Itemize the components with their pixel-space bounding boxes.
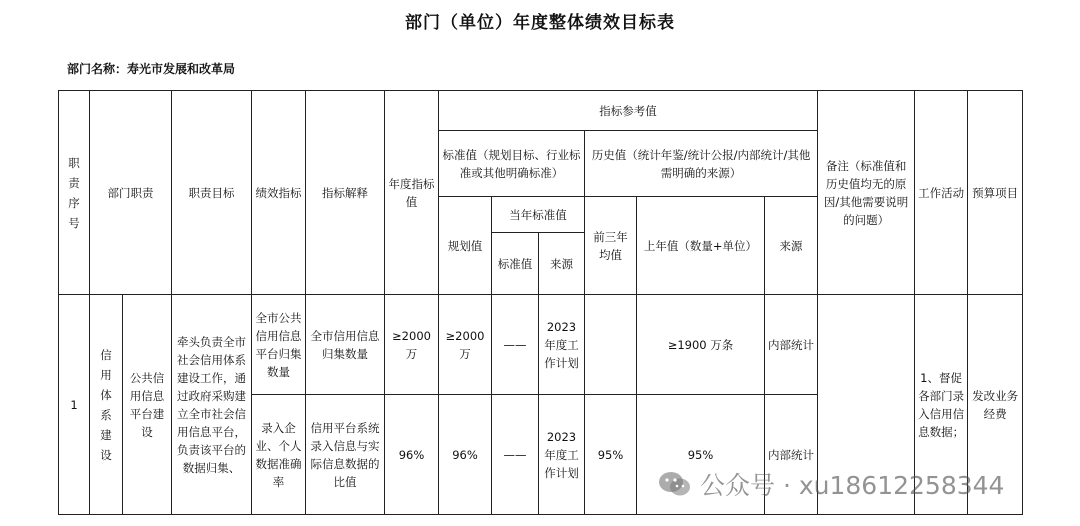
header-goal: 职责目标 bbox=[172, 91, 252, 295]
indicator-name: 全市公共信用信息平台归集数量 bbox=[252, 295, 306, 395]
row-goal: 牵头负责全市社会信用体系建设工作，通过政府采购建立全市社会信用信息平台，负责该平台的数据归集、 bbox=[172, 295, 252, 515]
indicator-annual: ≥2000万 bbox=[385, 295, 439, 395]
indicator-annual: 96% bbox=[385, 395, 439, 515]
indicator-source: 2023年度工作计划 bbox=[539, 395, 585, 515]
watermark-text: 公众号 · xu18612258344 bbox=[700, 471, 1005, 500]
indicator-three-year: 95% bbox=[585, 395, 637, 515]
indicator-source: 2023年度工作计划 bbox=[539, 295, 585, 395]
performance-table bbox=[58, 90, 1023, 515]
header-remark: 备注（标准值和历史值均无的原因/其他需要说明的问题） bbox=[818, 91, 915, 295]
indicator-plan: 96% bbox=[439, 395, 492, 515]
indicator-explain: 全市信用信息归集数量 bbox=[306, 295, 385, 395]
row-budget: 发改业务经费 bbox=[968, 295, 1023, 515]
header-std-group: 标准值（规划目标、行业标准或其他明确标准） bbox=[439, 131, 585, 197]
header-ref: 指标参考值 bbox=[439, 91, 818, 131]
row-duty-main: 信用体系建设 bbox=[90, 295, 123, 515]
header-explain: 指标解释 bbox=[306, 91, 385, 295]
indicator-last-year: ≥1900 万条 bbox=[637, 295, 765, 395]
header-activity: 工作活动 bbox=[915, 91, 968, 295]
row-seq: 1 bbox=[59, 295, 90, 515]
indicator-source2: 内部统计 bbox=[765, 395, 818, 515]
indicator-three-year bbox=[585, 295, 637, 395]
header-source2: 来源 bbox=[765, 197, 818, 295]
header-budget: 预算项目 bbox=[968, 91, 1023, 295]
header-cur-std: 当年标准值 bbox=[492, 197, 585, 233]
header-source: 来源 bbox=[539, 233, 585, 295]
indicator-std: —— bbox=[492, 395, 539, 515]
indicator-source2: 内部统计 bbox=[765, 295, 818, 395]
row-activity: 1、督促各部门录入信用信息数据； bbox=[915, 295, 968, 515]
page-title: 部门（单位）年度整体绩效目标表 bbox=[405, 13, 675, 33]
header-hist-group: 历史值（统计年鉴/统计公报/内部统计/其他需明确的来源） bbox=[585, 131, 818, 197]
data-row bbox=[59, 295, 1023, 395]
header-duty: 部门职责 bbox=[90, 91, 172, 295]
header-three-year: 前三年均值 bbox=[585, 197, 637, 295]
row-duty-sub: 公共信用信息平台建设 bbox=[123, 295, 172, 515]
header-last-year: 上年值（数量+单位） bbox=[637, 197, 765, 295]
indicator-plan: ≥2000万 bbox=[439, 295, 492, 395]
indicator-std: —— bbox=[492, 295, 539, 395]
header-seq: 职责序号 bbox=[59, 91, 90, 295]
indicator-name: 录入企业、个人数据准确率 bbox=[252, 395, 306, 515]
indicator-last-year: 95% bbox=[637, 395, 765, 515]
indicator-explain: 信用平台系统录入信息与实际信息数据的比值 bbox=[306, 395, 385, 515]
header-row-1 bbox=[59, 91, 1023, 131]
header-indicator: 绩效指标 bbox=[252, 91, 306, 295]
department-name: 部门名称：寿光市发展和改革局 bbox=[67, 62, 236, 76]
header-plan: 规划值 bbox=[439, 197, 492, 295]
row-remark bbox=[818, 295, 915, 515]
header-annual: 年度指标值 bbox=[385, 91, 439, 295]
header-std: 标准值 bbox=[492, 233, 539, 295]
